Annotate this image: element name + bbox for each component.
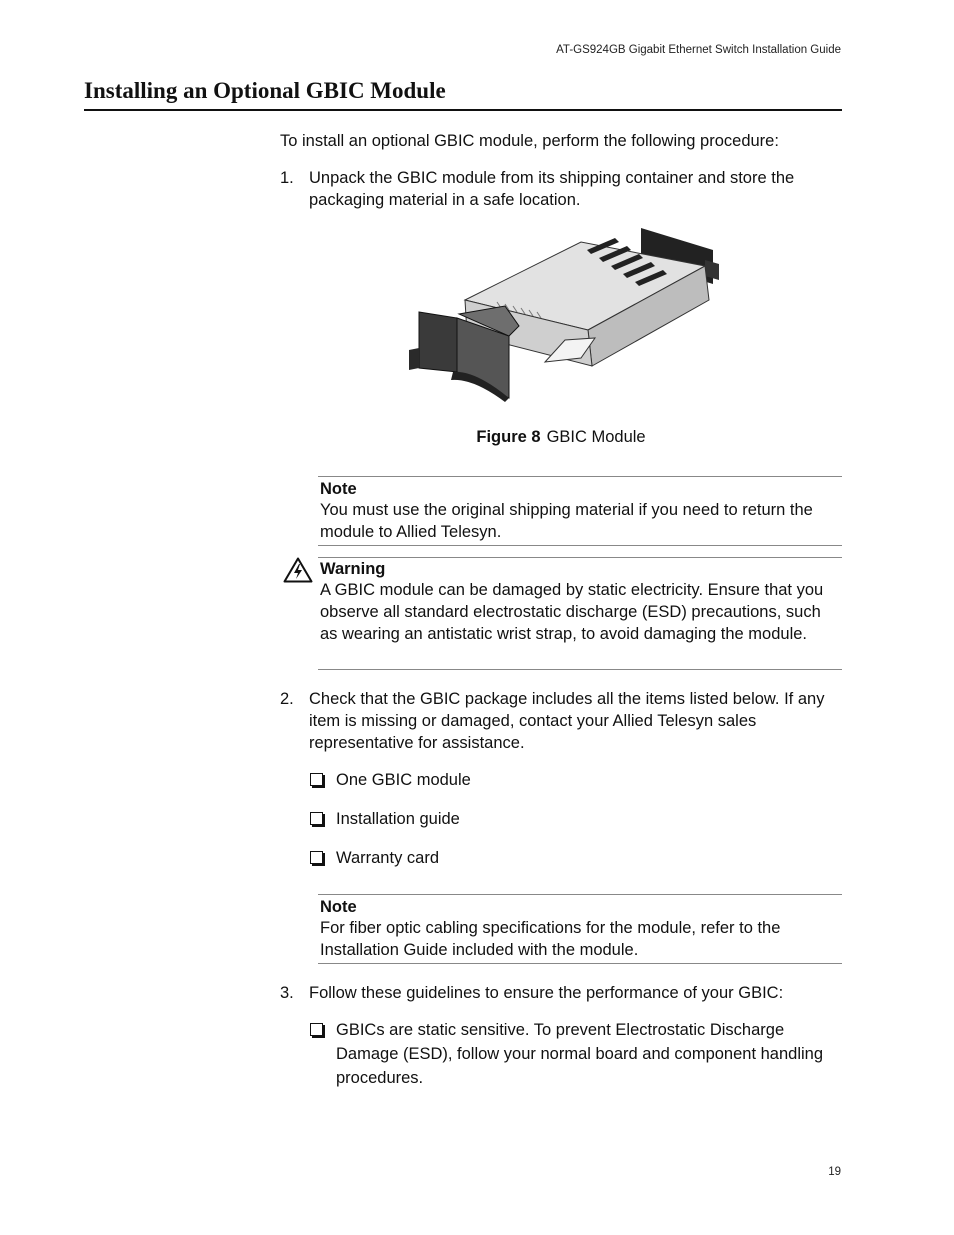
list-item-text: One GBIC module xyxy=(336,771,471,789)
note-box xyxy=(318,476,842,546)
checkbox-icon xyxy=(310,851,323,864)
warning-box xyxy=(318,557,842,670)
intro-paragraph: To install an optional GBIC module, perform the following procedure: xyxy=(280,132,779,150)
figure-caption xyxy=(280,428,842,447)
step-number: 2. xyxy=(280,690,294,708)
checkbox-icon xyxy=(310,812,323,825)
list-item-text: GBICs are static sensitive. To prevent Electrostatic Discharge Damage (ESD), follow your normal board and component handling procedures. xyxy=(336,1021,824,1087)
note-text: For fiber optic cabling specifications for the module, refer to the Installation Guide included with the module. xyxy=(320,919,781,959)
page-number: 19 xyxy=(828,1166,841,1178)
warning-heading: Warning xyxy=(320,560,386,578)
figure-label: Figure 8 xyxy=(476,428,541,446)
checkbox-icon xyxy=(310,1023,323,1036)
checkbox-icon xyxy=(310,773,323,786)
step-text: Unpack the GBIC module from its shipping container and store the packaging material in a safe location. xyxy=(309,169,795,209)
running-header: AT-GS924GB Gigabit Ethernet Switch Installation Guide xyxy=(556,44,841,56)
step-number: 1. xyxy=(280,169,294,187)
note-heading: Note xyxy=(320,480,357,498)
step-text: Follow these guidelines to ensure the performance of your GBIC: xyxy=(309,984,784,1002)
warning-text: A GBIC module can be damaged by static electricity. Ensure that you observe all standard electrostatic discharge (ESD) precautions, such as wearing an antistatic wrist strap, to avoid damaging the module. xyxy=(320,581,824,643)
note-box xyxy=(318,894,842,964)
note-heading: Note xyxy=(320,898,357,916)
electrical-hazard-icon xyxy=(283,557,313,583)
gbic-module-illustration xyxy=(405,222,723,404)
list-item-text: Installation guide xyxy=(336,810,460,828)
section-title: Installing an Optional GBIC Module xyxy=(84,78,446,103)
list-item-text: Warranty card xyxy=(336,849,439,867)
note-text: You must use the original shipping material if you need to return the module to Allied Telesyn. xyxy=(320,501,813,541)
title-rule xyxy=(84,109,842,111)
step-number: 3. xyxy=(280,984,294,1002)
figure-caption-text: GBIC Module xyxy=(546,428,646,446)
step-text: Check that the GBIC package includes all the items listed below. If any item is missing or damaged, contact your Allied Telesyn sales representative for assistance. xyxy=(309,690,825,752)
